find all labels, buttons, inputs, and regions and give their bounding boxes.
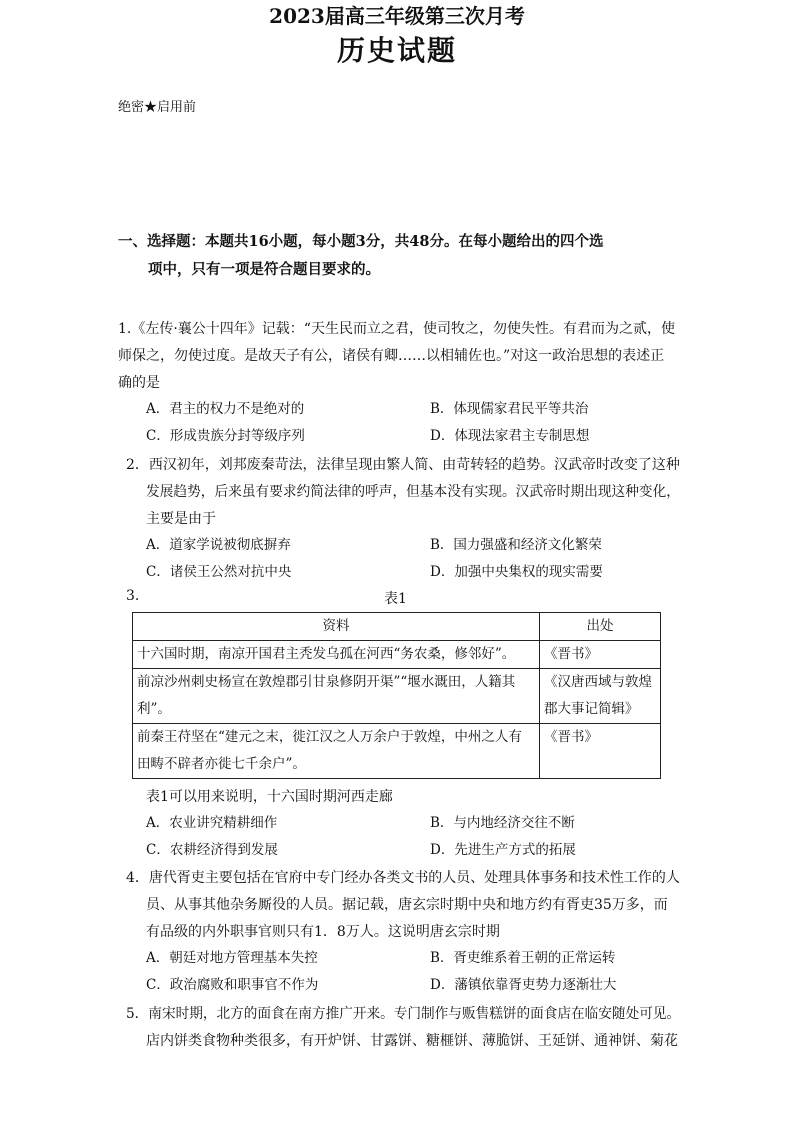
q2-option-d[interactable]: D．加强中央集权的现实需要 [430,564,603,580]
table-header-origin: 出处 [540,613,661,641]
q3-option-a[interactable]: A．农业讲究精耕细作 [146,815,278,831]
q5-line: 店内饼类食物种类很多，有开炉饼、甘露饼、糖榧饼、薄脆饼、王延饼、通神饼、菊花 [146,1033,678,1049]
q2-line: 主要是由于 [146,511,216,527]
table-cell-material: 前秦王苻坚在“建元之末，徙江汉之人万余户于敦煌，中州之人有田畴不辟者亦徙七千余户”。 [133,724,540,779]
section-heading: 一、选择题：本题共16小题，每小题3分，共48分。在每小题给出的四个选 [118,233,604,250]
q3-option-d[interactable]: D．先进生产方式的拓展 [430,842,576,858]
q3-option-b[interactable]: B．与内地经济交往不断 [430,815,575,831]
q4-option-d[interactable]: D．藩镇依靠胥吏势力逐渐壮大 [430,977,617,993]
q1-option-a[interactable]: A．君主的权力不是绝对的 [146,401,305,417]
subject-title: 历史试题 [336,34,457,67]
q4-line: 员、从事其他杂务厮役的人员。据记载，唐玄宗时期中央和地方约有胥吏35万多，而 [146,897,668,913]
q4-line: 有品级的内外职事官则只有1．8万人。这说明唐玄宗时期 [146,924,500,940]
table-header-row [133,613,661,641]
table-cell-material: 十六国时期，南凉开国君主秃发乌孤在河西“务农桑，修邻好”。 [133,641,540,669]
table-cell-material: 前凉沙州刺史杨宣在敦煌郡引甘泉修阴开渠”“堰水溉田，人籍其利”。 [133,669,540,724]
q3-stem: 表1可以用来说明，十六国时期河西走廊 [146,789,393,805]
q1-option-b[interactable]: B．体现儒家君民平等共治 [430,401,589,417]
exam-title: 2023届高三年级第三次月考 [269,4,525,28]
table-caption: 表1 [384,591,407,607]
q2-option-a[interactable]: A．道家学说被彻底摒弃 [146,537,291,553]
section-heading-cont: 项中，只有一项是符合题目要求的。 [148,261,380,278]
q3-number: 3. [126,588,140,604]
table-cell-origin: 《晋书》 [540,724,661,779]
confidential-label: 绝密★启用前 [118,100,197,115]
q1-line: 确的是 [118,375,160,391]
q2-line: 2．西汉初年，刘邦废秦苛法，法律呈现由繁人简、由苛转轻的趋势。汉武帝时改变了这种 [126,457,680,473]
q1-line: 师保之，勿使过度。是故天子有公，诸侯有卿……以相辅佐也。”对这一政治思想的表述正 [118,348,665,364]
q2-option-c[interactable]: C．诸侯王公然对抗中央 [146,564,292,580]
table-row [133,724,661,779]
table-row [133,669,661,724]
q4-line: 4．唐代胥吏主要包括在官府中专门经办各类文书的人员、处理具体事务和技术性工作的人 [126,870,680,886]
q3-option-c[interactable]: C．农耕经济得到发展 [146,842,278,858]
q4-option-b[interactable]: B．胥吏维系着王朝的正常运转 [430,950,616,966]
q2-option-b[interactable]: B．国力强盛和经济文化繁荣 [430,537,602,553]
source-table [132,612,661,779]
q4-option-c[interactable]: C．政治腐败和职事官不作为 [146,977,319,993]
q1-option-c[interactable]: C．形成贵族分封等级序列 [146,428,305,444]
table-cell-origin: 《晋书》 [540,641,661,669]
table-header-source: 资料 [133,613,540,641]
table-cell-origin: 《汉唐西域与敦煌郡大事记简辑》 [540,669,661,724]
q2-line: 发展趋势，后来虽有要求约简法律的呼声，但基本没有实现。汉武帝时期出现这种变化， [146,484,680,500]
table-row [133,641,661,669]
q1-option-d[interactable]: D．体现法家君主专制思想 [430,428,590,444]
q5-line: 5．南宋时期，北方的面食在南方推广开来。专门制作与贩售糕饼的面食店在临安随处可见。 [126,1006,681,1022]
q1-line: 1.《左传·襄公十四年》记载：“天生民而立之君，使司牧之，勿使失性。有君而为之贰，使 [118,321,675,337]
q4-option-a[interactable]: A．朝廷对地方管理基本失控 [146,950,318,966]
